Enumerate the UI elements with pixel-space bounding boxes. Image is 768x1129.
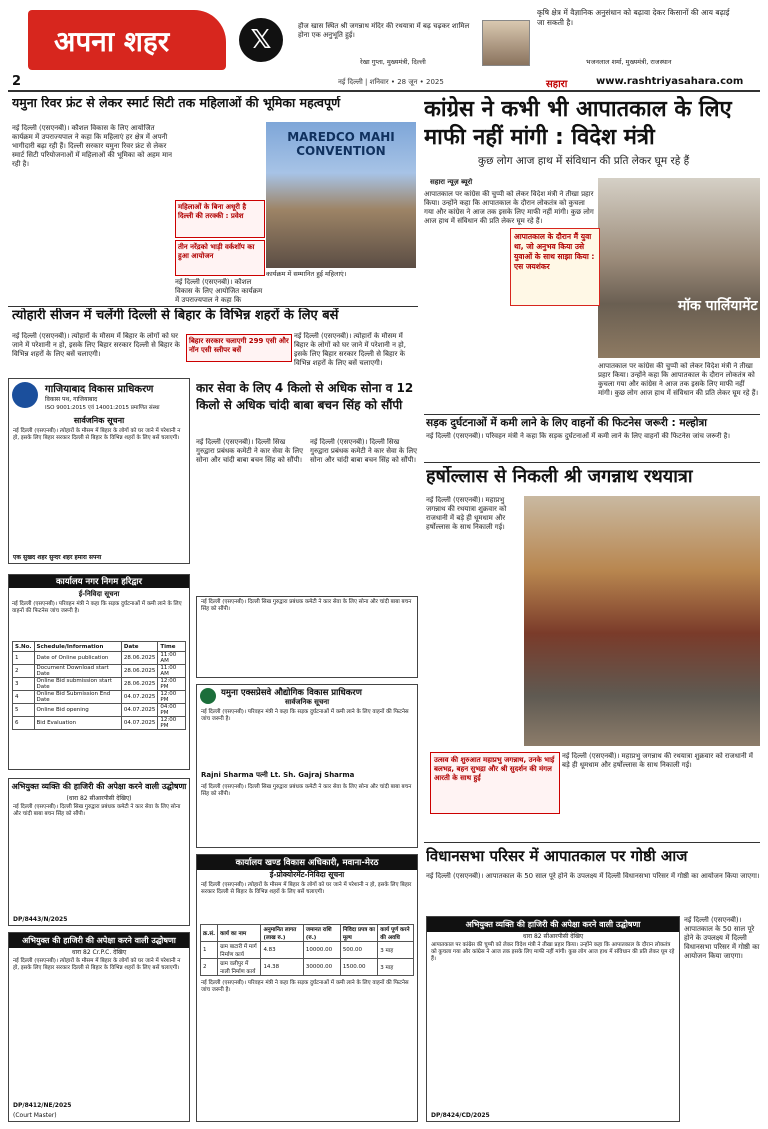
story-congress-body: आपातकाल पर कांग्रेस की चुप्पी को लेकर विदेश मंत्री ने तीखा प्रहार किया। उन्होंने कहा कि आपातकाल के दौरान लोकतंत्र को कुचला गया और कांग्रेस ने आज तक इसके लिए माफी नहीं मांगी। कुछ लोग आज हाथ में संविधान की प्रति लेकर घूम रहे हैं। [424, 190, 594, 225]
quote-cm-rajasthan-attr: भजनलाल शर्मा, मुख्यमंत्री, राजस्थान [586, 58, 672, 66]
tender-cell: Online Bid opening [34, 704, 121, 717]
meerut-header-cell: निविदा प्रपत्र का मूल्य [340, 925, 377, 942]
tender-cell: 2 [13, 665, 35, 678]
story-assembly-body: नई दिल्ली (एसएनबी)। आपातकाल के 50 साल पूरे होने के उपलक्ष्य में दिल्ली विधानसभा परिसर में गोष्ठी का आयोजन किया जाएगा। [426, 872, 760, 880]
court3-code: DP/8424/CD/2025 [431, 1112, 490, 1119]
tender-cell: 1 [13, 652, 35, 665]
ad-court-1 [8, 778, 190, 926]
meerut-cell: 30000.00 [303, 959, 340, 976]
ad-meerut-tender [196, 854, 418, 1122]
story-bihar-body: नई दिल्ली (एसएनबी)। त्योहारों के मौसम में बिहार के लोगों को घर जाने में परेशानी न हो, इसके लिए बिहार सरकार दिल्ली से बिहार के विभिन्न शहरों के लिए बसें चलाएगी। [12, 332, 180, 358]
photo-convention [266, 122, 416, 268]
meerut-cell: 1 [201, 942, 218, 959]
court2-body: नई दिल्ली (एसएनबी)। त्योहारों के मौसम में बिहार के लोगों को घर जाने में परेशानी न हो, इसके लिए बिहार सरकार दिल्ली से बिहार के विभिन्न शहरों के लिए बसें चलाएगी। [13, 958, 181, 971]
pullquote-yamuna-2 [175, 240, 265, 276]
portrait-icon [482, 20, 530, 66]
ad-yeida [196, 684, 418, 848]
headline-assembly: विधानसभा परिसर में आपातकाल पर गोष्ठी आज [426, 847, 688, 865]
website-link[interactable]: www.rashtriyasahara.com [596, 76, 744, 87]
story-rath-body: नई दिल्ली (एसएनबी)। महाप्रभु जगन्नाथ की रथयात्रा शुक्रवार को राजधानी में बड़े ही धूमधाम और हर्षोल्लास के साथ निकाली गई। [426, 496, 507, 531]
tender-header-cell: Schedule/Information [34, 642, 121, 652]
tender-cell: 12:00 PM [158, 678, 186, 691]
court2-title: अभियुक्त की हाजिरी की अपेक्षा करने वाली उद्घोषणा [9, 933, 189, 948]
court3-sub: धारा 82 सीआरपीसी देखिए [522, 933, 584, 940]
ad-gda [8, 378, 190, 564]
tender-table [12, 641, 186, 730]
story-assembly-body-col2: नई दिल्ली (एसएनबी)। आपातकाल के 50 साल पूरे होने के उपलक्ष्य में दिल्ली विधानसभा परिसर में गोष्ठी का आयोजन किया जाएगा। [684, 916, 760, 960]
headline-congress: कांग्रेस ने कभी भी आपातकाल के लिए माफी नहीं मांगी : विदेश मंत्री [424, 97, 732, 150]
story-bihar-body-col2: नई दिल्ली (एसएनबी)। त्योहारों के मौसम में बिहार के लोगों को घर जाने में परेशानी न हो, इसके लिए बिहार सरकार दिल्ली से बिहार के विभिन्न शहरों के लिए बसें चलाएगी। [294, 332, 406, 367]
tender-cell: 12:00 PM [158, 717, 186, 730]
headline-gold: कार सेवा के लिए 4 किलो से अधिक सोना व 12 किलो से अधिक चांदी बाबा बचन सिंह को सौंपी [196, 381, 414, 412]
tender-header-cell: Date [121, 642, 158, 652]
photo-convention-banner: MAREDCO MAHI CONVENTION [287, 130, 395, 158]
divider-bihar [8, 306, 418, 307]
story-gold-body: नई दिल्ली (एसएनबी)। दिल्ली सिख गुरुद्वारा प्रबंधक कमेटी ने कार सेवा के लिए सोना और चांदी बाबा बचन सिंह को सौंपी। [196, 438, 303, 464]
quote-cm-delhi: हौज खास स्थित श्री जगन्नाथ मंदिर की रथयात्रा में बढ़ चढ़कर शामिल होना एक अनुभूति हुई। [298, 22, 470, 39]
tender-cell: 04:00 PM [158, 704, 186, 717]
logo-block [28, 10, 226, 70]
divider-road [424, 414, 760, 415]
pullquote-yamuna-1 [175, 200, 265, 238]
yeida-logo-icon [200, 688, 216, 704]
photo-mock-parliament-text: मॉक पार्लियामेंट [678, 298, 758, 314]
ad-gda-notice: सार्वजनिक सूचना [73, 416, 125, 425]
story-rath-body-col2: नई दिल्ली (एसएनबी)। महाप्रभु जगन्नाथ की रथयात्रा शुक्रवार को राजधानी में बड़े ही धूमधाम और हर्षोल्लास के साथ निकाली गई। [562, 752, 753, 769]
tender-row [13, 665, 186, 678]
meerut-header-cell: अनुमानित लागत (लाख रु.) [261, 925, 303, 942]
tender-cell: 28.06.2025 [121, 665, 158, 678]
tender-cell: 04.07.2025 [121, 691, 158, 704]
ad-tender-haridwar [8, 574, 190, 770]
tender-cell: 6 [13, 717, 35, 730]
gda-logo-icon [12, 382, 38, 408]
meerut-cell: 3 माह [378, 942, 414, 959]
tender-header-cell: Time [158, 642, 186, 652]
court1-title: अभियुक्त व्यक्ति की हाजिरी की अपेक्षा करने वाली उद्घोषणा [11, 782, 187, 791]
dateline: नई दिल्ली | शनिवार • 28 जून • 2025 [338, 78, 444, 86]
meerut-title: कार्यालय खण्ड विकास अधिकारी, मवाना-मेरठ [197, 855, 417, 870]
meerut-header-cell: जमानत राशि (रु.) [303, 925, 340, 942]
tender-title: कार्यालय नगर निगम हरिद्वार [9, 575, 189, 588]
quote-cm-delhi-attr: रेखा गुप्ता, मुख्यमंत्री, दिल्ली [360, 58, 426, 66]
ad-gda-footer: एक सुखद शहर सुन्दर शहर हमारा सपना [13, 554, 102, 561]
yeida-notice: सार्वजनिक सूचना [284, 698, 330, 706]
x-logo-icon: 𝕏 [239, 18, 283, 62]
story-yamuna-body-col2: नई दिल्ली (एसएनबी)। कौशल विकास के लिए आयोजित कार्यक्रम में उपराज्यपाल ने कहा कि [175, 278, 263, 304]
court3-body: आपातकाल पर कांग्रेस की चुप्पी को लेकर विदेश मंत्री ने तीखा प्रहार किया। उन्होंने कहा कि आपातकाल के दौरान लोकतंत्र को कुचला गया और कांग्रेस ने आज तक इसके लिए माफी नहीं मांगी। कुछ लोग आज हाथ में संविधान की प्रति लेकर घूम रहे हैं। [431, 942, 675, 962]
photo-rathyatra [524, 496, 760, 746]
ad-gda-body: नई दिल्ली (एसएनबी)। त्योहारों के मौसम में बिहार के लोगों को घर जाने में परेशानी न हो, इसके लिए बिहार सरकार दिल्ली से बिहार के विभिन्न शहरों के लिए बसें चलाएगी। [13, 428, 181, 441]
tender-row [13, 717, 186, 730]
meerut-header-cell: क्र.सं. [201, 925, 218, 942]
meerut-subtitle: ई-प्रोक्योरमेंट-निविदा सूचना [269, 870, 345, 879]
tender-cell: 28.06.2025 [121, 652, 158, 665]
headline-road-safety: सड़क दुर्घटनाओं में कमी लाने के लिए वाहनों की फिटनेस जरूरी : मल्होत्रा [426, 417, 707, 429]
headline-bihar: त्योहारी सीजन में चलेंगी दिल्ली से बिहार के विभिन्न शहरों के लिए बसें [12, 308, 339, 323]
court3-title: अभियुक्त व्यक्ति की हाजिरी की अपेक्षा करने वाली उद्घोषणा [427, 917, 679, 932]
tender-cell: Document Download start Date [34, 665, 121, 678]
meerut-cell: ग्राम बाटारी में मार्ग निर्माण कार्य [218, 942, 261, 959]
brand-name: सहारा [546, 79, 568, 90]
meerut-header-cell: कार्य पूर्ण करने की अवधि [378, 925, 414, 942]
tender-cell: 12:00 PM [158, 691, 186, 704]
meerut-cell: 4.83 [261, 942, 303, 959]
headline-rathyatra: हर्षोल्लास से निकली श्री जगन्नाथ रथयात्रा [426, 466, 693, 487]
tender-cell: Date of Online publication [34, 652, 121, 665]
meerut-cell: ग्राम वलीपुर में नाली निर्माण कार्य [218, 959, 261, 976]
tender-cell: 5 [13, 704, 35, 717]
ad-court-3 [426, 916, 680, 1122]
meerut-cell: 3 माह [378, 959, 414, 976]
meerut-terms: नई दिल्ली (एसएनबी)। परिवहन मंत्री ने कहा कि सड़क दुर्घटनाओं में कमी लाने के लिए वाहनों की फिटनेस जांच जरूरी है। [201, 980, 409, 993]
ad-gda-title: गाजियाबाद विकास प्राधिकरण [45, 384, 154, 395]
subhead-congress: कुछ लोग आज हाथ में संविधान की प्रति लेकर घूम रहे हैं [478, 155, 690, 167]
meerut-cell: 10000.00 [303, 942, 340, 959]
pullquote-rathyatra-text: उत्सव की शुरुआत महाप्रभु जगन्नाथ, उनके भाई बलभद्र, बहन सुभद्रा और श्री सुदर्शन की मंगल आरती के साथ हुई [434, 756, 555, 782]
logo-text: अपना शहर [54, 25, 170, 58]
pullquote-congress [510, 228, 600, 306]
tender-row [13, 704, 186, 717]
meerut-table [200, 924, 414, 976]
pullquote-rathyatra [430, 752, 560, 814]
court2-code: DP/8412/NE/2025 [13, 1102, 72, 1109]
story-yamuna-body: नई दिल्ली (एसएनबी)। कौशल विकास के लिए आयोजित कार्यक्रम में उपराज्यपाल ने कहा कि महिलाएं हर क्षेत्र में अपनी भागीदारी बढ़ा रही हैं। दिल्ली सरकार यमुना रिवर फ्रंट से लेकर स्मार्ट सिटी परियोजनाओं में महिलाओं की भूमिका को अहम मान रही है। [12, 124, 172, 168]
tender-row [13, 691, 186, 704]
court1-body: नई दिल्ली (एसएनबी)। दिल्ली सिख गुरुद्वारा प्रबंधक कमेटी ने कार सेवा के लिए सोना और चांदी बाबा बचन सिंह को सौंपी। [13, 804, 181, 817]
divider-rath [424, 462, 760, 463]
ad-court-2 [8, 932, 190, 1122]
yeida-body: नई दिल्ली (एसएनबी)। परिवहन मंत्री ने कहा कि सड़क दुर्घटनाओं में कमी लाने के लिए वाहनों की फिटनेस जांच जरूरी है। [201, 709, 409, 722]
small-notice-body: नई दिल्ली (एसएनबी)। दिल्ली सिख गुरुद्वारा प्रबंधक कमेटी ने कार सेवा के लिए सोना और चांदी बाबा बचन सिंह को सौंपी। [201, 599, 412, 612]
court2-sub: धारा 82 Cr.P.C. देखिए [71, 949, 127, 956]
meerut-cell: 14.38 [261, 959, 303, 976]
tender-header-row [13, 642, 186, 652]
court1-code: DP/8443/N/2025 [13, 916, 68, 923]
meerut-cell: 500.00 [340, 942, 377, 959]
tender-row [13, 678, 186, 691]
photo-mock-parliament [598, 178, 760, 358]
yeida-person: Rajni Sharma पत्नी Lt. Sh. Gajraj Sharma [201, 771, 355, 779]
tender-cell: 11:00 AM [158, 665, 186, 678]
ad-small-notice [196, 596, 418, 678]
tender-cell: 11:00 AM [158, 652, 186, 665]
tender-intro: नई दिल्ली (एसएनबी)। परिवहन मंत्री ने कहा कि सड़क दुर्घटनाओं में कमी लाने के लिए वाहनों की फिटनेस जांच जरूरी है। [12, 601, 182, 614]
meerut-row [201, 959, 414, 976]
pullquote-congress-text: आपातकाल के दौरान मैं युवा था, जो अनुभव किया उसे युवाओं के साथ साझा किया : एस जयशंकर [514, 232, 595, 271]
story-gold-body-col2: नई दिल्ली (एसएनबी)। दिल्ली सिख गुरुद्वारा प्रबंधक कमेटी ने कार सेवा के लिए सोना और चांदी बाबा बचन सिंह को सौंपी। [310, 438, 417, 464]
tender-row [13, 652, 186, 665]
tender-cell: Bid Evaluation [34, 717, 121, 730]
tender-cell: Online Bid Submission End Date [34, 691, 121, 704]
masthead-rule [8, 90, 760, 92]
yeida-title: यमुना एक्सप्रेसवे औद्योगिक विकास प्राधिकरण [221, 688, 362, 698]
ad-gda-subtitle: विकास पथ, गाजियाबाद [45, 396, 98, 403]
photo-convention-caption: कार्यक्रम में सम्मानित हुई महिलाएं। [266, 270, 347, 278]
tender-cell: 28.06.2025 [121, 678, 158, 691]
tender-cell: 04.07.2025 [121, 704, 158, 717]
tender-subtitle: ई-निविदा सूचना [78, 590, 120, 598]
court1-sub: (धारा 82 सीआरपीसी देखिए) [66, 795, 132, 802]
pullquote-yamuna-2-text: तीन नरेंद्रको भाड़ी वर्कशॉप का हुआ आयोजन [178, 243, 255, 260]
story-congress-body-col3: आपातकाल पर कांग्रेस की चुप्पी को लेकर विदेश मंत्री ने तीखा प्रहार किया। उन्होंने कहा कि आपातकाल के दौरान लोकतंत्र को कुचला गया और कांग्रेस ने आज तक इसके लिए माफी नहीं मांगी। कुछ लोग आज हाथ में संविधान की प्रति लेकर घूम रहे हैं। [598, 362, 759, 397]
ad-gda-iso: ISO 9001:2015 एवं 14001:2015 प्रमाणित संस्था [45, 405, 160, 411]
page-number: 2 [12, 74, 22, 89]
meerut-header-cell: कार्य का नाम [218, 925, 261, 942]
tender-cell: 4 [13, 691, 35, 704]
meerut-intro: नई दिल्ली (एसएनबी)। त्योहारों के मौसम में बिहार के लोगों को घर जाने में परेशानी न हो, इसके लिए बिहार सरकार दिल्ली से बिहार के विभिन्न शहरों के लिए बसें चलाएगी। [201, 882, 412, 895]
court-master: (Court Master) [13, 1112, 57, 1119]
story-road-body: नई दिल्ली (एसएनबी)। परिवहन मंत्री ने कहा कि सड़क दुर्घटनाओं में कमी लाने के लिए वाहनों की फिटनेस जांच जरूरी है। [426, 432, 731, 440]
pullquote-bihar-text: बिहार सरकार चलाएगी 299 एसी और नॉन एसी स्लीपर बसें [189, 337, 289, 354]
meerut-row [201, 942, 414, 959]
byline-congress: सहारा न्यूज़ ब्यूरो [430, 178, 473, 186]
yeida-body-2: नई दिल्ली (एसएनबी)। दिल्ली सिख गुरुद्वारा प्रबंधक कमेटी ने कार सेवा के लिए सोना और चांदी बाबा बचन सिंह को सौंपी। [201, 784, 412, 797]
pullquote-yamuna-1-text: महिलाओं के बिना अधूरी है दिल्ली की तरक्की : प्रवेश [178, 203, 247, 220]
tender-header-cell: S.No. [13, 642, 35, 652]
meerut-cell: 2 [201, 959, 218, 976]
meerut-cell: 1500.00 [340, 959, 377, 976]
tender-cell: Online Bid submission start Date [34, 678, 121, 691]
tender-cell: 3 [13, 678, 35, 691]
pullquote-bihar [186, 334, 292, 362]
tender-cell: 04.07.2025 [121, 717, 158, 730]
headline-yamuna-women: यमुना रिवर फ्रंट से लेकर स्मार्ट सिटी तक महिलाओं की भूमिका महत्वपूर्ण [12, 96, 341, 110]
quote-cm-rajasthan: कृषि क्षेत्र में वैज्ञानिक अनुसंधान को बढ़ावा देकर किसानों की आय बढ़ाई जा सकती है। [537, 8, 730, 27]
divider-assembly [424, 842, 760, 843]
